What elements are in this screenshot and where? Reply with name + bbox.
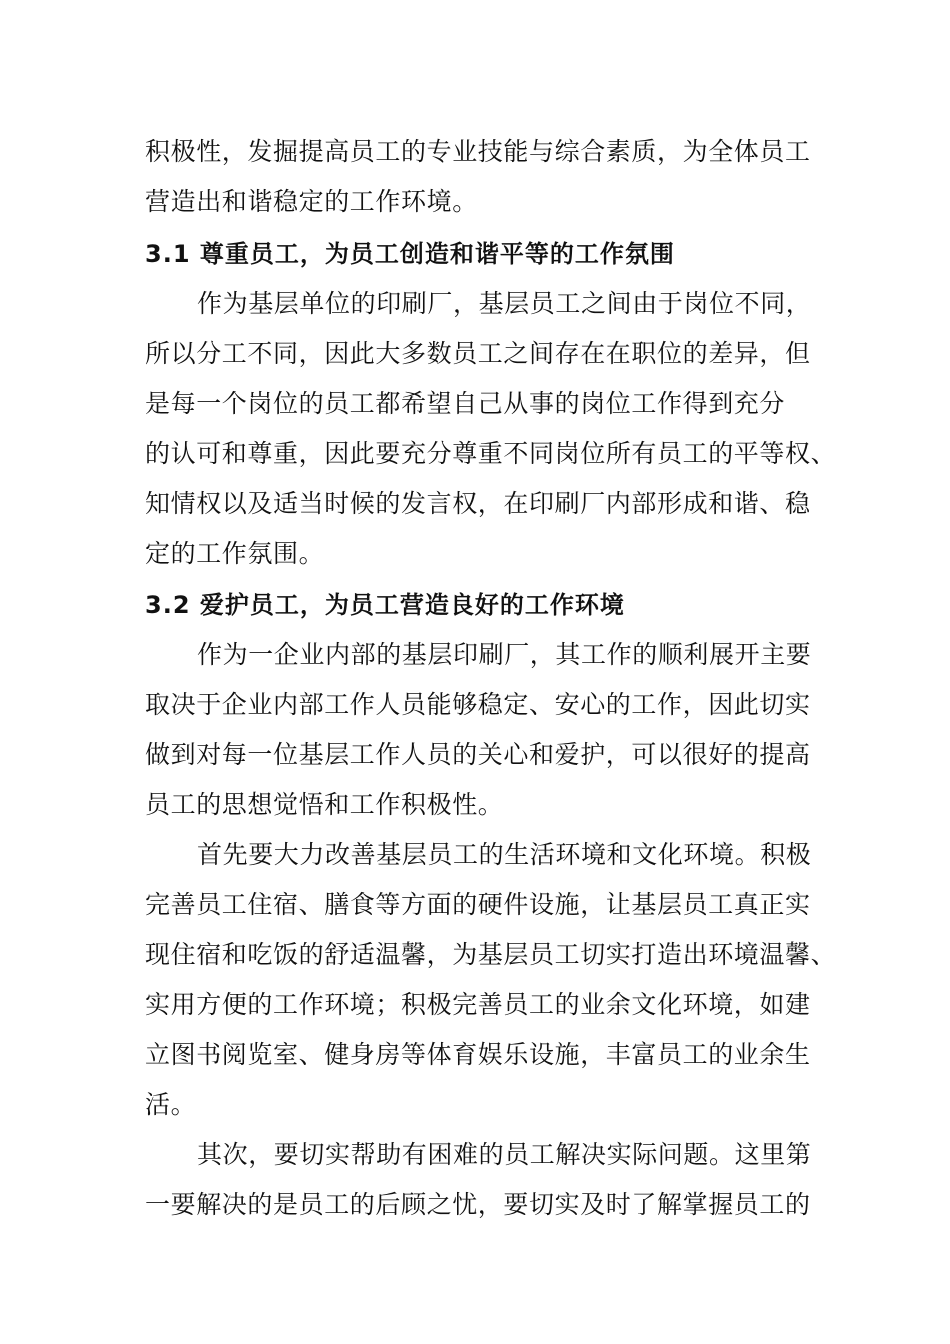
paragraph-line: 作为基层单位的印刷厂，基层员工之间由于岗位不同， — [197, 289, 812, 318]
section-heading-3-1: 3.1 尊重员工，为员工创造和谐平等的工作氛围 — [145, 240, 675, 268]
paragraph-line: 实用方便的工作环境；积极完善员工的业余文化环境，如建 — [145, 990, 811, 1019]
paragraph-line: 一要解决的是员工的后顾之忧，要切实及时了解掌握员工的 — [145, 1190, 811, 1219]
paragraph-line: 积极性，发掘提高员工的专业技能与综合素质，为全体员工 — [145, 137, 811, 166]
paragraph-line: 定的工作氛围。 — [145, 539, 325, 568]
paragraph-line: 作为一企业内部的基层印刷厂，其工作的顺利展开主要 — [197, 640, 812, 669]
paragraph-line: 的认可和尊重，因此要充分尊重不同岗位所有员工的平等权、 — [145, 439, 837, 468]
paragraph-line: 其次，要切实帮助有困难的员工解决实际问题。这里第 — [197, 1140, 812, 1169]
paragraph-line: 现住宿和吃饭的舒适温馨，为基层员工切实打造出环境温馨、 — [145, 940, 837, 969]
paragraph-line: 完善员工住宿、膳食等方面的硬件设施，让基层员工真正实 — [145, 890, 811, 919]
paragraph-line: 活。 — [145, 1090, 197, 1119]
paragraph-line: 立图书阅览室、健身房等体育娱乐设施，丰富员工的业余生 — [145, 1040, 811, 1069]
section-heading-3-2: 3.2 爱护员工，为员工营造良好的工作环境 — [145, 591, 625, 619]
paragraph-line: 所以分工不同，因此大多数员工之间存在在职位的差异，但 — [145, 339, 811, 368]
paragraph-line: 营造出和谐稳定的工作环境。 — [145, 187, 478, 216]
paragraph-line: 员工的思想觉悟和工作积极性。 — [145, 790, 504, 819]
paragraph-line: 首先要大力改善基层员工的生活环境和文化环境。积极 — [197, 840, 812, 869]
paragraph-line: 取决于企业内部工作人员能够稳定、安心的工作，因此切实 — [145, 690, 811, 719]
paragraph-line: 是每一个岗位的员工都希望自己从事的岗位工作得到充分 — [145, 389, 786, 418]
paragraph-line: 知情权以及适当时候的发言权，在印刷厂内部形成和谐、稳 — [145, 489, 811, 518]
paragraph-line: 做到对每一位基层工作人员的关心和爱护，可以很好的提高 — [145, 740, 811, 769]
